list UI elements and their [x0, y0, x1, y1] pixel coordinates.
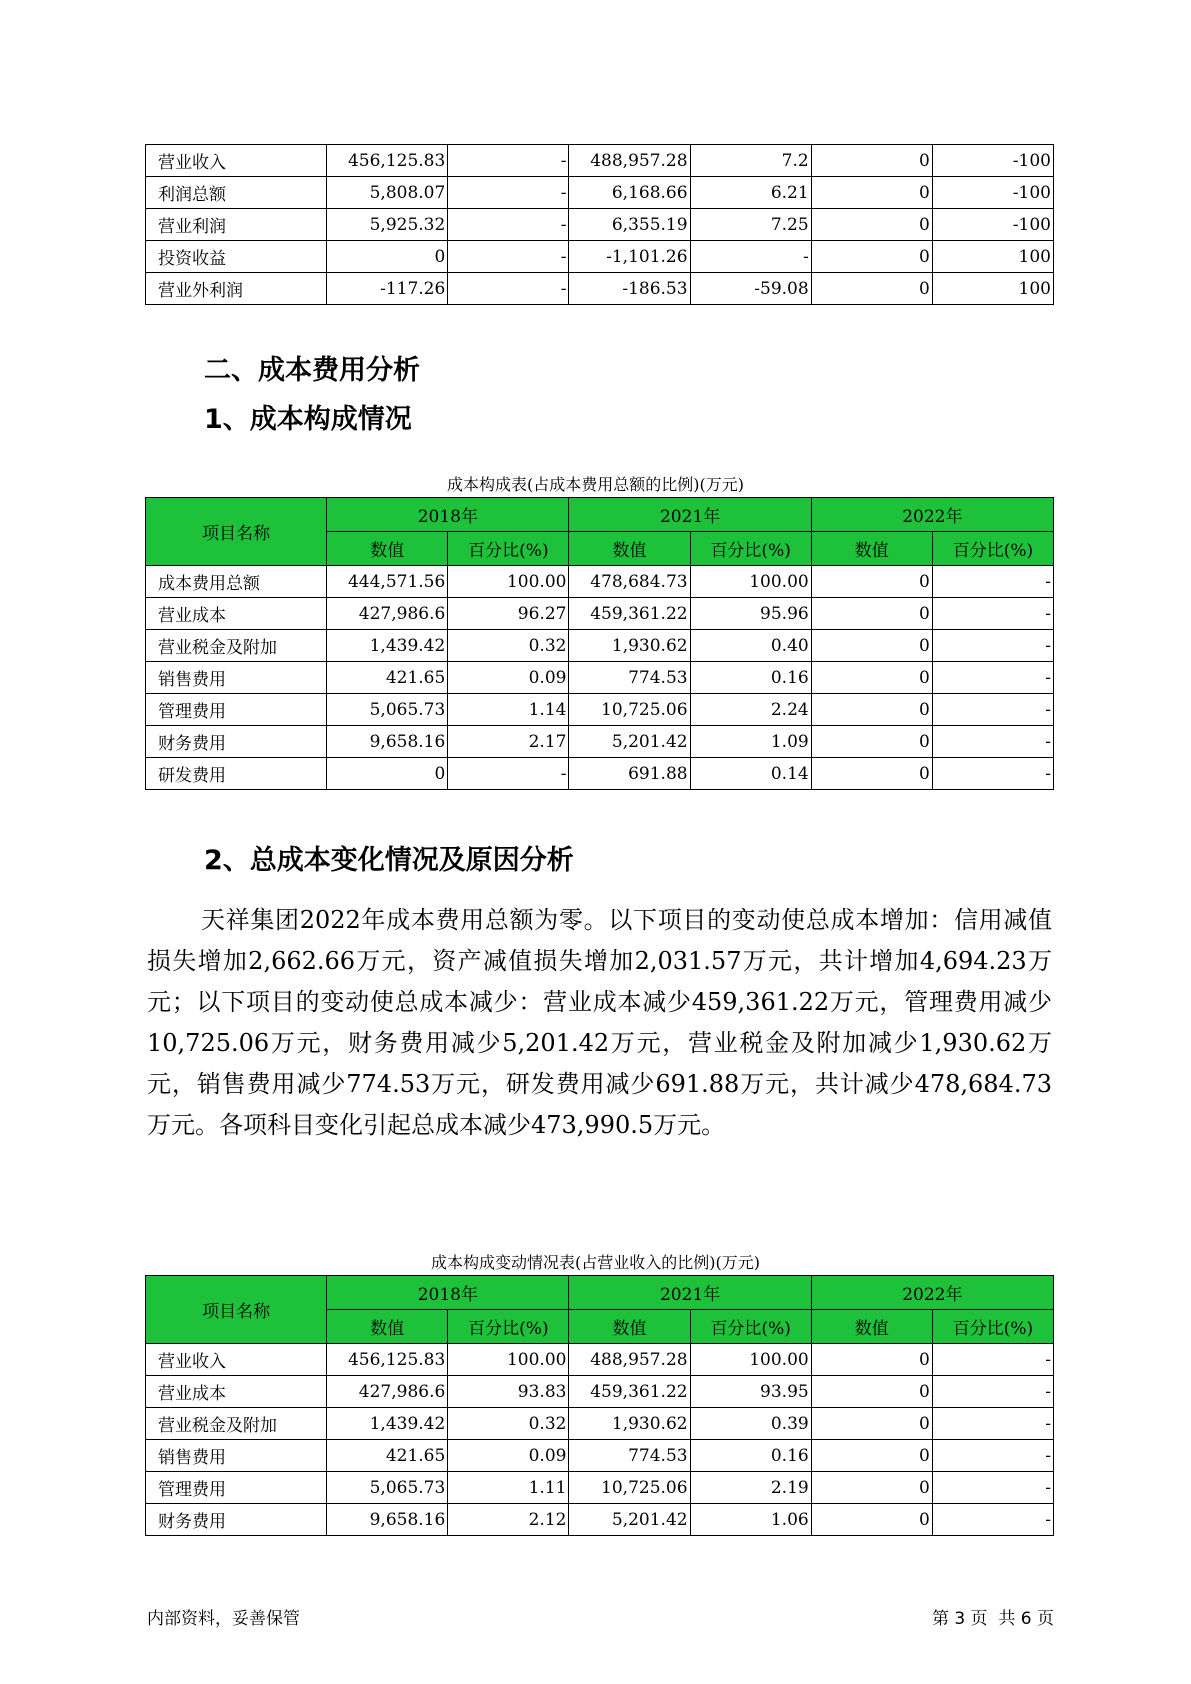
row-label: 营业外利润 [146, 273, 327, 305]
table-cell: 0.16 [690, 1440, 811, 1472]
table-cell: -117.26 [327, 273, 448, 305]
table-cell: 1.14 [448, 694, 569, 726]
table-cell: 1,930.62 [569, 630, 690, 662]
header-year: 2021年 [569, 498, 811, 532]
table-cell: 100.00 [690, 566, 811, 598]
table-cell: 0.32 [448, 1408, 569, 1440]
table-cell: 0.09 [448, 662, 569, 694]
row-label: 财务费用 [146, 1504, 327, 1536]
header-value: 数值 [811, 1310, 932, 1344]
table-row [146, 273, 1054, 305]
table-cell: 2.19 [690, 1472, 811, 1504]
table-cell: 488,957.28 [569, 1344, 690, 1376]
table-cell: - [932, 662, 1053, 694]
table-cell: 1,930.62 [569, 1408, 690, 1440]
table-cell: 5,201.42 [569, 726, 690, 758]
table-row [146, 1376, 1054, 1408]
table-cell: 456,125.83 [327, 145, 448, 177]
header-item-name: 项目名称 [146, 498, 327, 566]
subsection-title-cost-change: 2、总成本变化情况及原因分析 [204, 845, 574, 876]
table-cell: -100 [932, 177, 1053, 209]
table-cell: 691.88 [569, 758, 690, 790]
table-cell: 93.83 [448, 1376, 569, 1408]
table-cell: 427,986.6 [327, 598, 448, 630]
header-percent: 百分比(%) [932, 1310, 1053, 1344]
table-cell: - [932, 1376, 1053, 1408]
table-cell: 5,201.42 [569, 1504, 690, 1536]
table-cell: 100.00 [448, 566, 569, 598]
table-cell: 0 [811, 241, 932, 273]
section-title: 二、成本费用分析 [204, 355, 420, 386]
header-year: 2022年 [811, 498, 1053, 532]
header-value: 数值 [569, 1310, 690, 1344]
footer-confidential: 内部资料，妥善保管 [147, 1609, 300, 1629]
table-cell: 459,361.22 [569, 598, 690, 630]
table-cell: 0 [811, 630, 932, 662]
table-cell: 6,168.66 [569, 177, 690, 209]
table-cell: - [448, 758, 569, 790]
table-cell: 0 [811, 145, 932, 177]
table-cell: -59.08 [690, 273, 811, 305]
table-cell: 0 [811, 209, 932, 241]
table-caption: 成本构成变动情况表(占营业收入的比例)(万元) [431, 1253, 760, 1272]
cost-structure-table [145, 497, 1054, 790]
table-row [146, 241, 1054, 273]
table-cell: 0 [811, 1344, 932, 1376]
row-label: 营业利润 [146, 209, 327, 241]
table-cell: 95.96 [690, 598, 811, 630]
table-cell: 0.14 [690, 758, 811, 790]
profit-table [145, 144, 1054, 305]
table-row [146, 177, 1054, 209]
table-cell: 96.27 [448, 598, 569, 630]
table-cell: 459,361.22 [569, 1376, 690, 1408]
table-cell: - [932, 1472, 1053, 1504]
table-row [146, 566, 1054, 598]
row-label: 销售费用 [146, 1440, 327, 1472]
table-cell: 0 [811, 566, 932, 598]
table-cell: - [448, 273, 569, 305]
row-label: 财务费用 [146, 726, 327, 758]
row-label: 营业税金及附加 [146, 1408, 327, 1440]
table-cell: 0 [811, 726, 932, 758]
table-row [146, 209, 1054, 241]
table-cell: 427,986.6 [327, 1376, 448, 1408]
table-cell: 0 [811, 662, 932, 694]
table-cell: - [932, 1344, 1053, 1376]
header-value: 数值 [327, 532, 448, 566]
header-percent: 百分比(%) [932, 532, 1053, 566]
table-row [146, 694, 1054, 726]
table-cell: - [932, 1408, 1053, 1440]
row-label: 营业收入 [146, 1344, 327, 1376]
table-cell: - [932, 726, 1053, 758]
table-row [146, 758, 1054, 790]
table-cell: - [932, 1504, 1053, 1536]
table-cell: - [932, 758, 1053, 790]
table-cell: 444,571.56 [327, 566, 448, 598]
header-value: 数值 [327, 1310, 448, 1344]
table-row [146, 145, 1054, 177]
table-cell: 0 [811, 273, 932, 305]
row-label: 利润总额 [146, 177, 327, 209]
table-cell: 2.12 [448, 1504, 569, 1536]
table-cell: 5,065.73 [327, 1472, 448, 1504]
analysis-text: 天祥集团2022年成本费用总额为零。以下项目的变动使总成本增加：信用减值损失增加2,662.66万元，资产减值损失增加2,031.57万元，共计增加4,694.23万元；以下项目的变动使总成本减少：营业成本减少459,361.22万元，管理费用减少10,725.06万元，财务费用减少5,201.42万元，营业税金及附加减少1,930.62万元，销售费用减少774.53万元，研发费用减少691.88万元，共计减少478,684.73万元。各项科目变化引起总成本减少473,990.5万元。 [147, 906, 1052, 1139]
table-cell: 10,725.06 [569, 694, 690, 726]
table-cell: 93.95 [690, 1376, 811, 1408]
table-cell: 7.25 [690, 209, 811, 241]
table-cell: 0 [811, 1376, 932, 1408]
table-cell: 0 [327, 758, 448, 790]
table-cell: 1.06 [690, 1504, 811, 1536]
row-label: 营业收入 [146, 145, 327, 177]
table-cell: - [932, 598, 1053, 630]
table-row [146, 662, 1054, 694]
table-cell: 2.24 [690, 694, 811, 726]
header-value: 数值 [569, 532, 690, 566]
table-cell: 774.53 [569, 662, 690, 694]
table-cell: 5,808.07 [327, 177, 448, 209]
subsection-title-cost-structure: 1、成本构成情况 [204, 404, 412, 435]
table-cell: -1,101.26 [569, 241, 690, 273]
table-cell: 0 [811, 1440, 932, 1472]
table-cell: 5,065.73 [327, 694, 448, 726]
table-cell: -186.53 [569, 273, 690, 305]
header-year: 2018年 [327, 498, 569, 532]
table-cell: 2.17 [448, 726, 569, 758]
table-cell: 488,957.28 [569, 145, 690, 177]
row-label: 营业成本 [146, 1376, 327, 1408]
row-label: 研发费用 [146, 758, 327, 790]
table-row [146, 1472, 1054, 1504]
table-cell: 0 [811, 598, 932, 630]
table-cell: 7.2 [690, 145, 811, 177]
table-cell: - [448, 177, 569, 209]
row-label: 营业成本 [146, 598, 327, 630]
table-cell: 456,125.83 [327, 1344, 448, 1376]
header-item-name: 项目名称 [146, 1276, 327, 1344]
table-cell: -100 [932, 145, 1053, 177]
table-row [146, 1344, 1054, 1376]
table-row [146, 726, 1054, 758]
header-percent: 百分比(%) [690, 532, 811, 566]
table-cell: 0 [811, 758, 932, 790]
header-year: 2018年 [327, 1276, 569, 1310]
row-label: 管理费用 [146, 1472, 327, 1504]
table-cell: 100.00 [448, 1344, 569, 1376]
analysis-paragraph [147, 900, 1052, 1146]
footer-page-number: 第 3 页 共 6 页 [931, 1609, 1054, 1629]
table-cell: 5,925.32 [327, 209, 448, 241]
header-percent: 百分比(%) [690, 1310, 811, 1344]
table-row [146, 1504, 1054, 1536]
table-cell: - [448, 145, 569, 177]
table-row [146, 598, 1054, 630]
table-cell: - [448, 241, 569, 273]
table-cell: -100 [932, 209, 1053, 241]
table-cell: 421.65 [327, 662, 448, 694]
row-label: 投资收益 [146, 241, 327, 273]
header-value: 数值 [811, 532, 932, 566]
table-cell: - [448, 209, 569, 241]
table-cell: 0 [811, 694, 932, 726]
header-year: 2021年 [569, 1276, 811, 1310]
row-label: 管理费用 [146, 694, 327, 726]
table-cell: 0.40 [690, 630, 811, 662]
table-cell: 0 [811, 177, 932, 209]
table-cell: 6,355.19 [569, 209, 690, 241]
table-cell: 9,658.16 [327, 726, 448, 758]
table-cell: 1,439.42 [327, 630, 448, 662]
table-cell: 1.11 [448, 1472, 569, 1504]
table-cell: - [932, 1440, 1053, 1472]
table-cell: 0.32 [448, 630, 569, 662]
header-percent: 百分比(%) [448, 1310, 569, 1344]
row-label: 销售费用 [146, 662, 327, 694]
table-cell: 0 [811, 1504, 932, 1536]
table-cell: - [932, 630, 1053, 662]
table-cell: - [932, 566, 1053, 598]
table-cell: 9,658.16 [327, 1504, 448, 1536]
table-cell: 774.53 [569, 1440, 690, 1472]
table-cell: 0.16 [690, 662, 811, 694]
row-label: 成本费用总额 [146, 566, 327, 598]
table-cell: 0 [811, 1408, 932, 1440]
table-cell: 10,725.06 [569, 1472, 690, 1504]
row-label: 营业税金及附加 [146, 630, 327, 662]
table-cell: 0.39 [690, 1408, 811, 1440]
table-row [146, 1440, 1054, 1472]
table-row [146, 630, 1054, 662]
header-year: 2022年 [811, 1276, 1053, 1310]
table-cell: - [932, 694, 1053, 726]
table-cell: 6.21 [690, 177, 811, 209]
table-cell: 1.09 [690, 726, 811, 758]
table-cell: 0 [811, 1472, 932, 1504]
table-cell: 100 [932, 273, 1053, 305]
table-cell: 0.09 [448, 1440, 569, 1472]
header-percent: 百分比(%) [448, 532, 569, 566]
table-cell: - [690, 241, 811, 273]
table-cell: 1,439.42 [327, 1408, 448, 1440]
table-caption: 成本构成表(占成本费用总额的比例)(万元) [447, 475, 744, 494]
table-cell: 421.65 [327, 1440, 448, 1472]
table-cell: 478,684.73 [569, 566, 690, 598]
cost-change-table [145, 1275, 1054, 1536]
table-cell: 100 [932, 241, 1053, 273]
table-cell: 0 [327, 241, 448, 273]
table-row [146, 1408, 1054, 1440]
table-cell: 100.00 [690, 1344, 811, 1376]
